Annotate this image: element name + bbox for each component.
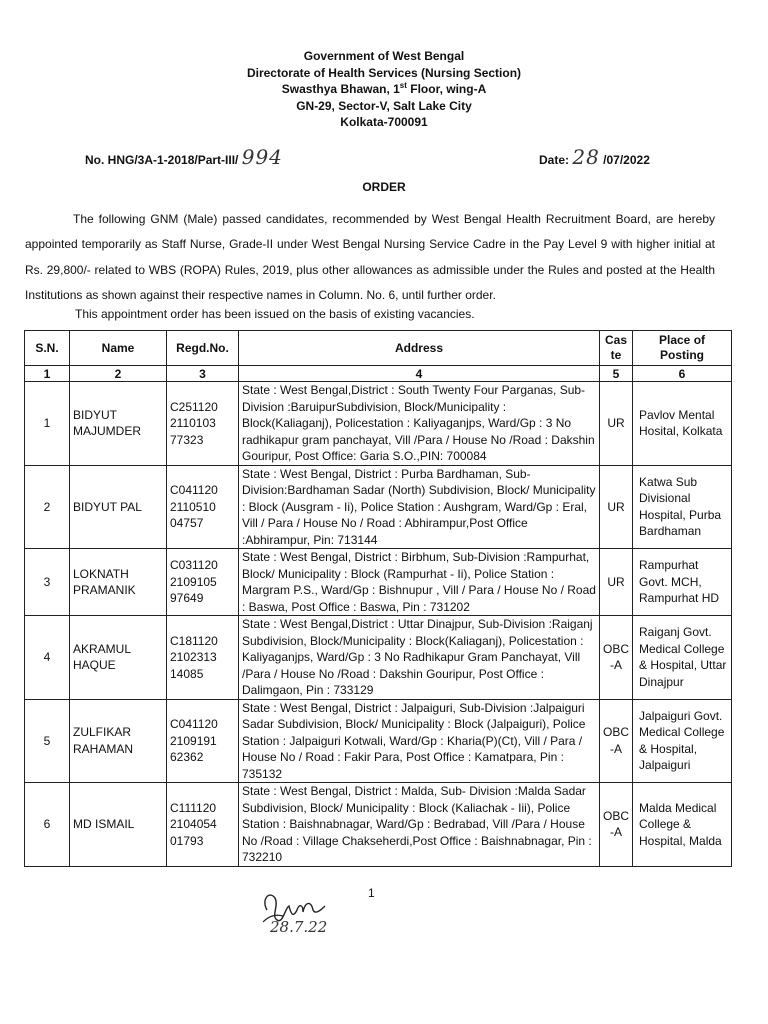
col-header-sn: S.N. (25, 331, 70, 366)
cell-name: LOKNATH PRAMANIK (70, 549, 167, 616)
cell-sn: 6 (25, 783, 70, 867)
table-row (25, 465, 732, 549)
letterhead (0, 48, 768, 131)
address-line-building: Swasthya Bhawan, 1st Floor, wing-A (281, 81, 487, 96)
col-header-posting: Place of Posting (633, 331, 732, 366)
cell-regd: C181120 2102313 14085 (167, 616, 239, 700)
cell-caste: OBC -A (600, 699, 633, 783)
col-header-caste: Cas te (600, 331, 633, 366)
cell-address: State : West Bengal, District : Purba Bardhaman, Sub-Division:Bardhaman Sadar (North) Subdivision, Block/ Municipality : Block (Ausgram - Ii), Police Station : Aushgram, Ward/Gp : Eral, Vill / Para / House No / Road : Abhirampur,Post Office :Abhirampur, Pin: 713144 (239, 465, 600, 549)
cell-sn: 4 (25, 616, 70, 700)
cell-name: BIDYUT MAJUMDER (70, 382, 167, 466)
address-line-street: GN-29, Sector-V, Salt Lake City (296, 98, 472, 113)
appointment-table (24, 330, 732, 867)
order-date: Date: 28 /07/2022 (539, 145, 650, 169)
cell-caste: UR (600, 465, 633, 549)
col-header-regd: Regd.No. (167, 331, 239, 366)
cell-caste: UR (600, 549, 633, 616)
cell-posting: Raiganj Govt. Medical College & Hospital, Uttar Dinajpur (633, 616, 732, 700)
col-number: 6 (633, 366, 732, 382)
cell-regd: C041120 2109191 62362 (167, 699, 239, 783)
cell-address: State : West Bengal,District : South Twenty Four Parganas, Sub-Division :BaruipurSubdivision, Block/Municipality : Block(Kaliaganj), Policestation : Kaliyaganjps, Ward/Gp : 3 No radhikapur gram panchayat, Vill /Para / House No /Road : Dakshin Gouripur, Post Office: Garia S.O.,PIN: 700084 (239, 382, 600, 466)
cell-address: State : West Bengal, District : Birbhum, Sub-Division :Rampurhat, Block/ Municipality : Block (Rampurhat - Ii), Police Station : Margram P.S., Ward/Gp : Bishnupur , Vill / Para / House No / Road : Baswa, Post Office : Baswa, Pin : 731202 (239, 549, 600, 616)
order-title: ORDER (362, 180, 406, 194)
order-body-paragraph: The following GNM (Male) passed candidates, recommended by West Bengal Health Recruitment Board, are hereby appointed temporarily as Staff Nurse, Grade-II under West Bengal Nursing Service Cadre in the Pay Level 9 with higher initial at Rs. 29,800/- related to WBS (ROPA) Rules, 2019, plus other allowances as admissible under the Rules and posted at the Health Institutions as shown against their respective names in Column. No. 6, until further order. (25, 212, 715, 302)
cell-posting: Malda Medical College & Hospital, Malda (633, 783, 732, 867)
col-number: 5 (600, 366, 633, 382)
cell-address: State : West Bengal,District : Uttar Dinajpur, Sub-Division :Raiganj Subdivision, Block/Municipality : Block(Kaliaganj), Policestation : Kaliyaganjps, Ward/Gp : 3 No Radhikapur Gram Panchayat, Vill /Para / House No /Road : Dakshin Gouripur, Post Office : Dalimgaon, Pin : 733129 (239, 616, 600, 700)
table-row (25, 382, 732, 466)
table-row (25, 699, 732, 783)
col-number: 1 (25, 366, 70, 382)
table-row (25, 549, 732, 616)
memo-number: No. HNG/3A-1-2018/Part-III/ 994 (85, 145, 283, 169)
col-number: 4 (239, 366, 600, 382)
table-row (25, 783, 732, 867)
col-number: 3 (167, 366, 239, 382)
govt-name: Government of West Bengal (303, 49, 465, 63)
cell-sn: 2 (25, 465, 70, 549)
address-line-city: Kolkata-700091 (340, 115, 428, 129)
directorate-name: Directorate of Health Services (Nursing Section) (246, 65, 522, 80)
table-row (25, 616, 732, 700)
cell-regd: C111120 2104054 01793 (167, 783, 239, 867)
cell-sn: 5 (25, 699, 70, 783)
column-number-row (25, 366, 732, 382)
cell-sn: 1 (25, 382, 70, 466)
cell-address: State : West Bengal, District : Jalpaiguri, Sub-Division :Jalpaiguri Sadar Subdivision, Block/ Municipality : Block (Jalpaiguri), Police Station : Jalpaiguri Kotwali, Ward/Gp : Kharia(P)(Ct), Vill / Para / House No / Road : Fakir Para, Post Office : Kamatpara, Pin : 735132 (239, 699, 600, 783)
memo-number-handwritten: 994 (241, 145, 283, 169)
cell-regd: C041120 2110510 04757 (167, 465, 239, 549)
col-header-name: Name (70, 331, 167, 366)
vacancy-note: This appointment order has been issued on the basis of existing vacancies. (75, 307, 475, 321)
cell-caste: OBC -A (600, 783, 633, 867)
cell-regd: C031120 2109105 97649 (167, 549, 239, 616)
cell-caste: UR (600, 382, 633, 466)
cell-name: ZULFIKAR RAHAMAN (70, 699, 167, 783)
date-day-handwritten: 28 (572, 145, 600, 169)
cell-regd: C251120 2110103 77323 (167, 382, 239, 466)
cell-sn: 3 (25, 549, 70, 616)
table-header-row (25, 331, 732, 366)
cell-posting: Rampurhat Govt. MCH, Rampurhat HD (633, 549, 732, 616)
handwritten-signature (255, 880, 365, 945)
col-header-address: Address (239, 331, 600, 366)
cell-name: BIDYUT PAL (70, 465, 167, 549)
cell-caste: OBC -A (600, 616, 633, 700)
cell-posting: Katwa Sub Divisional Hospital, Purba Bardhaman (633, 465, 732, 549)
cell-posting: Pavlov Mental Hosital, Kolkata (633, 382, 732, 466)
cell-posting: Jalpaiguri Govt. Medical College & Hospital, Jalpaiguri (633, 699, 732, 783)
page-number: 1 (368, 886, 375, 900)
col-number: 2 (70, 366, 167, 382)
cell-name: MD ISMAIL (70, 783, 167, 867)
signature-date: 28.7.22 (270, 918, 328, 936)
cell-address: State : West Bengal, District : Malda, Sub- Division :Malda Sadar Subdivision, Block/ Municipality : Block (Kaliachak - Iii), Police Station : Baishnabnagar, Ward/Gp : Bedrabad, Vill /Para / House No /Road : Village Chakseherdi,Post Office : Baishnabnagar, Pin : 732210 (239, 783, 600, 867)
cell-name: AKRAMUL HAQUE (70, 616, 167, 700)
